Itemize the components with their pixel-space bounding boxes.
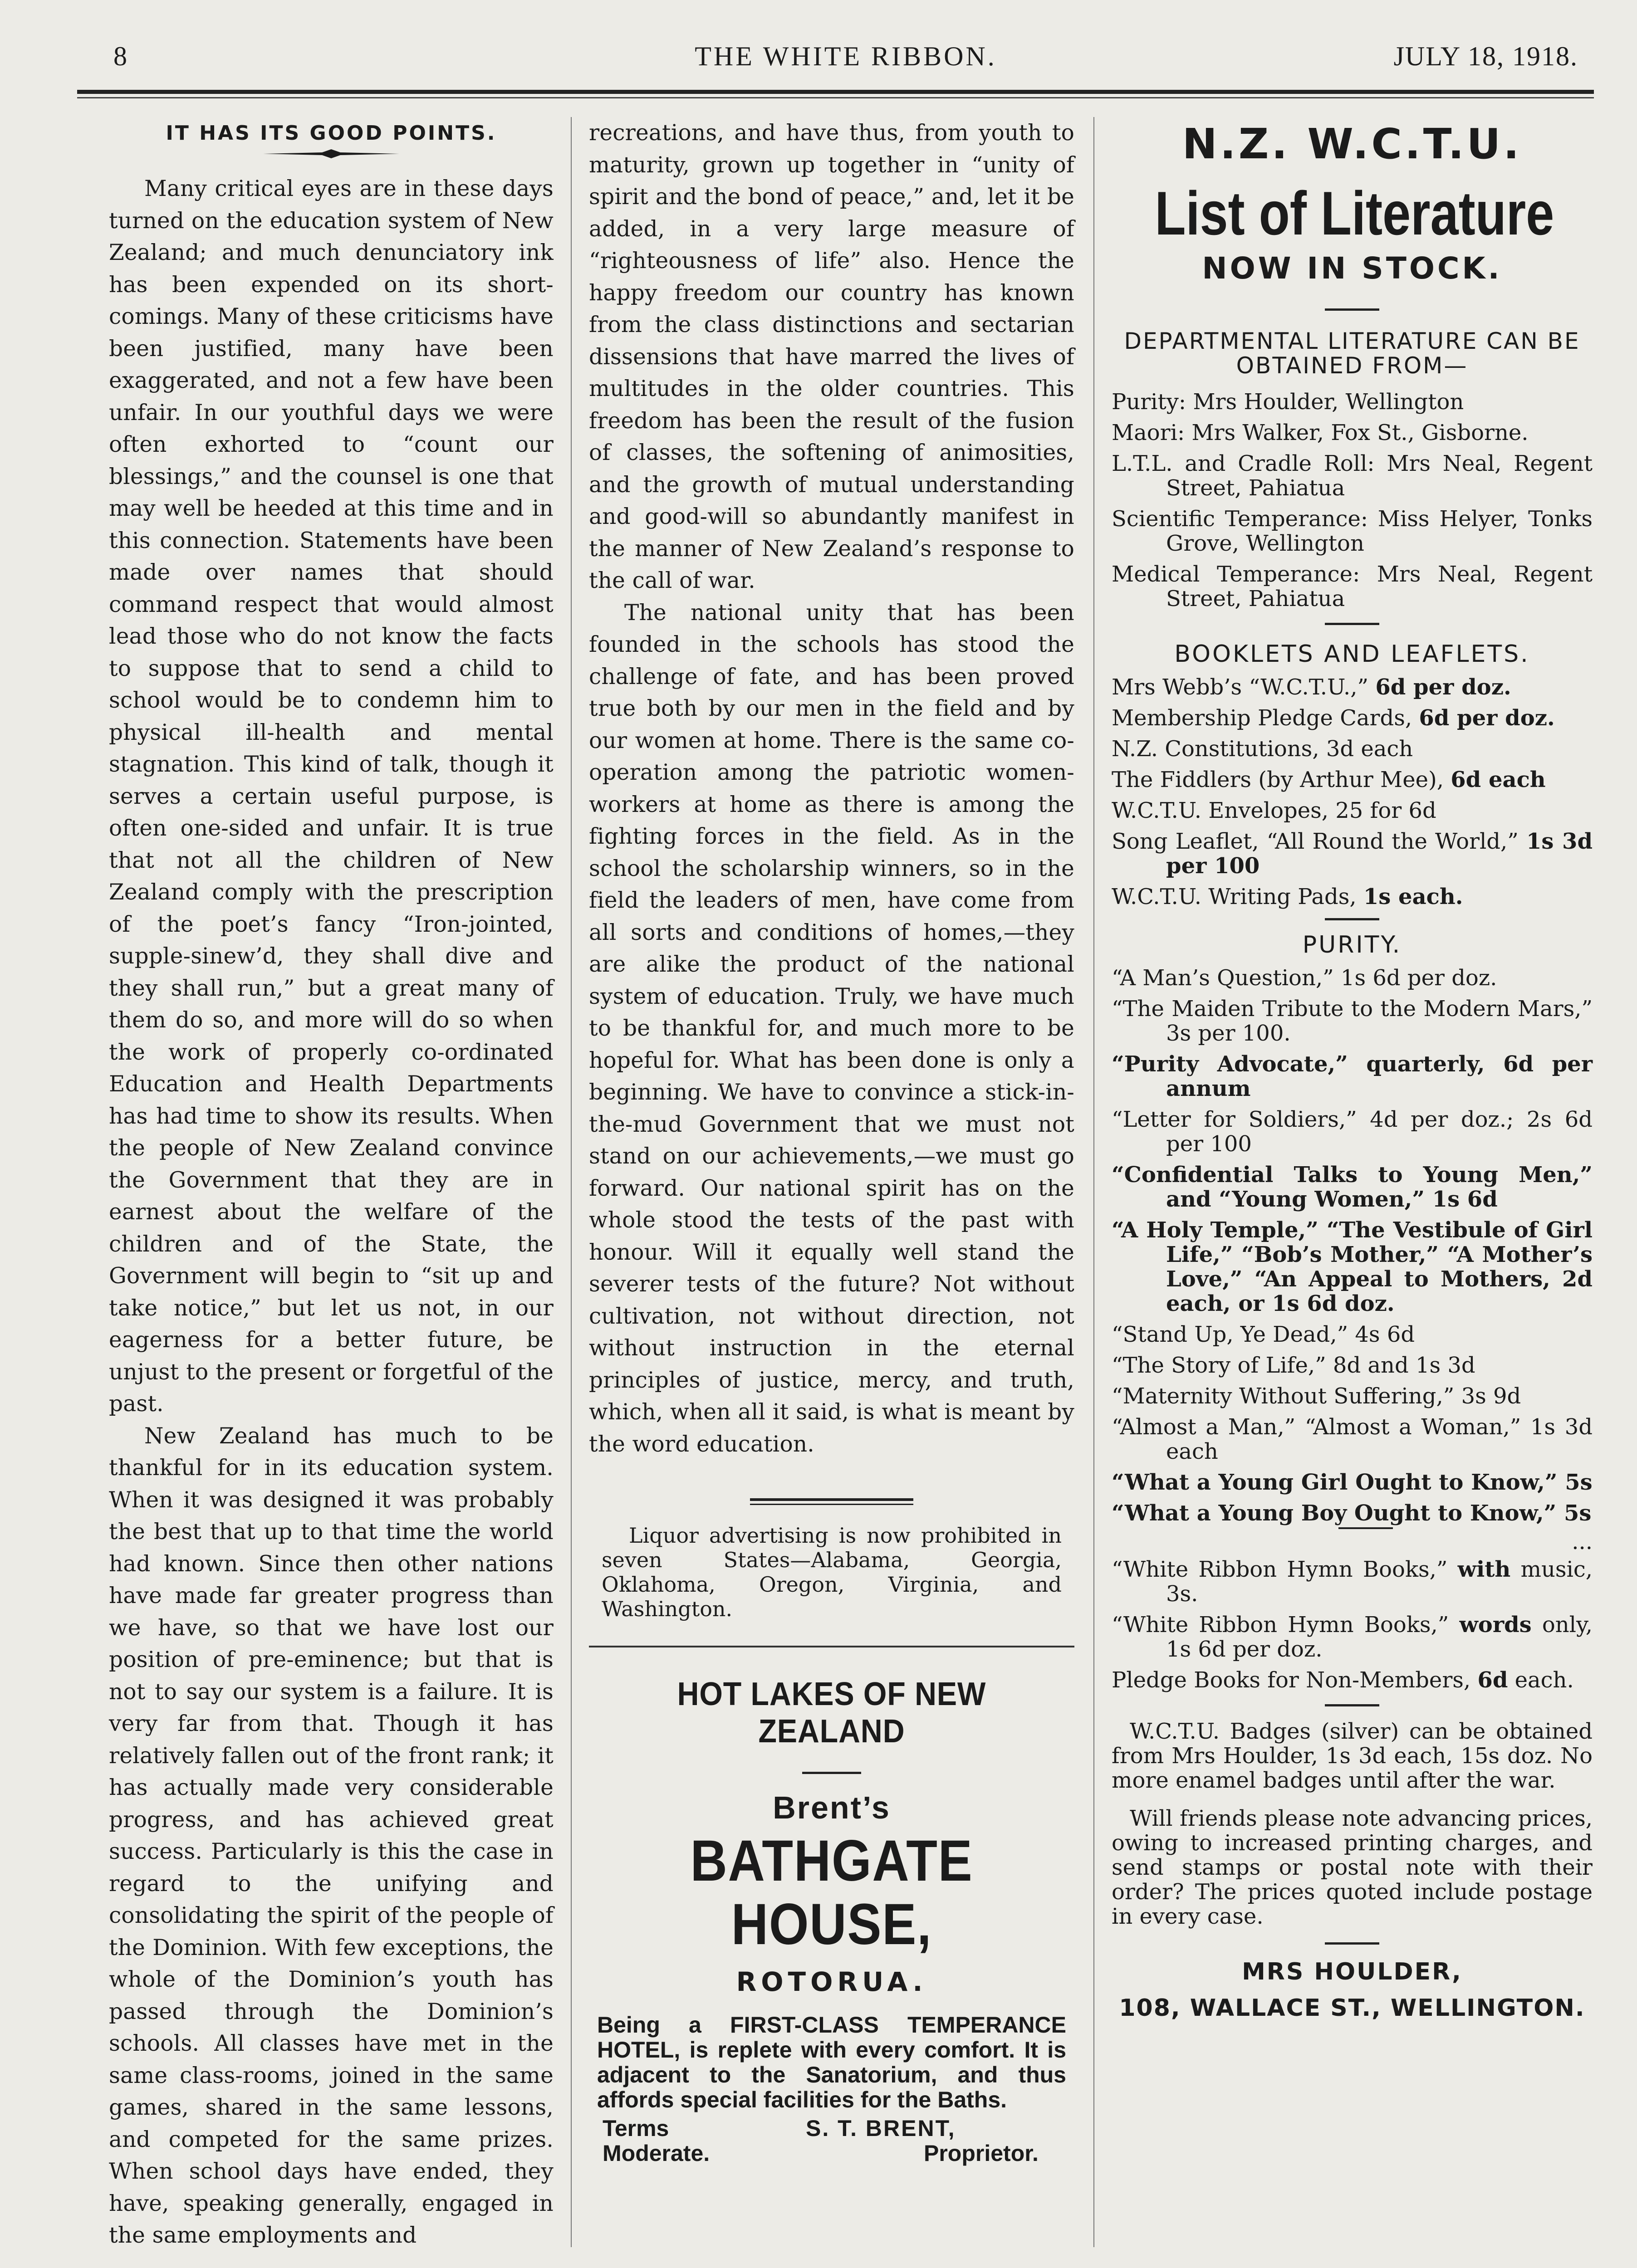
ad-location: ROTORUA.: [736, 1966, 927, 1997]
article-paragraph: recreations, and have thus, from youth to maturity, grown up together in “unity of spirit and the bond of peace,” and, let it be added, in a very large measure of “righteousness of life” also. Hence the happy freedom our country has known from the class distinctions and sectarian dissensions that have marred the lives of multitudes in the older countries. This freedom has been the result of the fusion of classes, the softening of animosities, and the growth of mutual understanding and good-will so abundantly manifest in the manner of New Zealand’s response to the call of war.: [589, 120, 1074, 593]
list-item: Mrs Webb’s “W.C.T.U.,” 6d per doz.: [1112, 675, 1511, 700]
liquor-notice: [602, 1523, 1062, 1621]
ad-description: Being a FIRST-CLASS TEMPERANCE HOTEL, is replete with every comfort. It is adjacent to the Sanatorium, and thus affords special facilities for the Baths.: [597, 2012, 1066, 2112]
list-item: “Letter for Soldiers,” 4d per doz.; 2s 6d per 100: [1112, 1107, 1593, 1157]
header-rule: [77, 90, 1594, 94]
short-rule: [1325, 308, 1379, 311]
ellipsis: ...: [1572, 1529, 1593, 1554]
article-body-part1: [109, 173, 554, 2252]
prices-note: Will friends please note advancing prices, owing to increased printing charges, and send stamps or postal note with their order? The prices quoted include postage in every case.: [1112, 1806, 1593, 1929]
list-item: Maori: Mrs Walker, Fox St., Gisborne.: [1112, 420, 1529, 445]
badges-note: W.C.T.U. Badges (silver) can be obtained from Mrs Houlder, 1s 3d each, 15s doz. No more enamel badges until after the war.: [1112, 1719, 1593, 1793]
short-rule: [1325, 623, 1379, 625]
list-item: Scientific Temperance: Miss Helyer, Tonks Grove, Wellington: [1112, 506, 1593, 556]
column-2: [589, 117, 1074, 2170]
list-item: “Stand Up, Ye Dead,” 4s 6d: [1112, 1322, 1415, 1347]
ad-brand: Brent’s: [773, 1790, 891, 1825]
column-1: [109, 117, 554, 2252]
column-divider: [571, 117, 572, 2247]
list-item: W.C.T.U. Envelopes, 25 for 6d: [1112, 798, 1436, 823]
ad-hotel-name: BATHGATE HOUSE,: [690, 1828, 973, 1957]
short-rule: [1325, 1942, 1379, 1945]
issue-date: JULY 18, 1918.: [1393, 41, 1578, 71]
header-rule-thin: [77, 97, 1594, 98]
ad-rule: [802, 1772, 861, 1774]
list-item: Medical Temperance: Mrs Neal, Regent Street, Pahiatua: [1112, 562, 1593, 611]
literature-header: [1112, 120, 1593, 286]
list-item: Membership Pledge Cards, 6d per doz.: [1112, 705, 1555, 731]
list-item: “The Story of Life,” 8d and 1s 3d: [1112, 1353, 1475, 1378]
list-item: “White Ribbon Hymn Books,” words only, 1s 6d per doz.: [1112, 1612, 1593, 1662]
literature-subtitle: NOW IN STOCK.: [1202, 251, 1502, 286]
closing-notes: [1112, 1719, 1593, 1929]
ad-region: HOT LAKES OF NEW ZEALAND: [677, 1676, 986, 1750]
list-item: “What a Young Girl Ought to Know,” 5s: [1112, 1470, 1593, 1495]
departments-list: [1112, 390, 1593, 611]
literature-title: List of Literature: [1155, 179, 1554, 248]
list-item: Purity: Mrs Houlder, Wellington: [1112, 389, 1464, 415]
article-body-part2: [589, 117, 1074, 1460]
article-paragraph: The national unity that has been founded in the schools has stood the challenge of fate, and has been proved true both by our men in the field and by our women at home. There is the same co-operation among the patriotic women-workers at home as there is among the fighting forces in the field. As in the school the scholarship winners, so in the field the leaders of men, have come from all sorts and conditions of homes,—they are alike the product of the national system of education. Truly, we have much to be thankful for, and much more to be hopeful for. What has been done is only a beginning. We have to convince a stick-in-the-mud Government that we must not stand on our achievements,—we must go forward. Our national spirit has on the whole stood the tests of the past with honour. Will it equally well stand the severer tests of the future? Not without cultivation, not without direction, not without instruction in the eternal principles of justice, mercy, and truth, which, when all it said, is what is meant by the word education.: [589, 600, 1074, 1457]
ornament-divider: [109, 148, 554, 159]
article-heading: IT HAS ITS GOOD POINTS.: [166, 122, 497, 145]
ornament-icon: [263, 148, 399, 159]
section-rule: [589, 1646, 1074, 1647]
column-3: [1112, 117, 1593, 2022]
list-item: W.C.T.U. Writing Pads, 1s each.: [1112, 884, 1463, 909]
page-number: 8: [113, 41, 128, 71]
hymn-list: [1112, 1557, 1593, 1692]
page-header: [113, 32, 1578, 86]
org-name: N.Z. W.C.T.U.: [1182, 120, 1522, 168]
list-item: Song Leaflet, “All Round the World,” 1s 3d per 100: [1112, 829, 1593, 879]
ad-signature: [597, 2116, 1066, 2170]
list-item: “White Ribbon Hymn Books,” with music, 3s.: [1112, 1557, 1593, 1607]
ad-proprietor: Proprietor.: [924, 2141, 1039, 2166]
booklets-list: [1112, 675, 1593, 909]
list-item: “The Maiden Tribute to the Modern Mars,” 3s per 100.: [1112, 996, 1593, 1046]
list-item: L.T.L. and Cradle Roll: Mrs Neal, Regent Street, Pahiatua: [1112, 451, 1593, 501]
contact-name: MRS HOULDER,: [1242, 1958, 1462, 1985]
list-item: N.Z. Constitutions, 3d each: [1112, 736, 1413, 762]
ad-owner: S. T. BRENT,: [806, 2116, 956, 2141]
list-item: Pledge Books for Non-Members, 6d each.: [1112, 1667, 1574, 1693]
double-rule: [750, 1498, 913, 1505]
short-rule: [1338, 1527, 1393, 1529]
column-divider: [1093, 117, 1094, 2247]
list-item: “What a Young Boy Ought to Know,” 5s: [1112, 1501, 1592, 1526]
list-item: “Purity Advocate,” quarterly, 6d per annum: [1112, 1051, 1593, 1101]
list-item: “Maternity Without Suffering,” 3s 9d: [1112, 1383, 1521, 1409]
list-item: The Fiddlers (by Arthur Mee), 6d each: [1112, 767, 1546, 792]
booklets-heading: BOOKLETS AND LEAFLETS.: [1174, 640, 1530, 668]
short-rule: [1325, 1704, 1379, 1706]
ad-moderate: Moderate.: [603, 2141, 710, 2166]
list-item: “A Man’s Question,” 1s 6d per doz.: [1112, 965, 1497, 991]
list-item: “Confidential Talks to Young Men,” and “Young Women,” 1s 6d: [1112, 1162, 1593, 1212]
list-item: “A Holy Temple,” “The Vestibule of Girl Life,” “Bob’s Mother,” “A Mother’s Love,” “An Appeal to Mothers, 2d each, or 1s 6d doz.: [1112, 1217, 1593, 1316]
article-paragraph: Many critical eyes are in these days turned on the education system of New Zealand; and much denunciatory ink has been expended on its short-comings. Many of these criticisms have been justified, many have been exaggerated, and not a few have been unfair. In our youthful days we were often exhorted to “count our blessings,” and the counsel is one that may well be heeded at this time and in this connection. Statements have been made over names that should command respect that would almost lead those who do not know the facts to suppose that to send a child to school would be to condemn him to physical ill-health and mental stagnation. This kind of talk, though it serves a certain useful purpose, is often one-sided and unfair. It is true that not all the children of New Zealand comply with the prescription of the poet’s fancy “Iron-jointed, supple-sinew’d, they shall dive and they shall run,” but a great many of them do so, and more will do so when the work of properly co-ordinated Education and Health Departments has had time to show its results. When the people of New Zealand convince the Government that they are in earnest about the welfare of the children and of the State, the Government will begin to “sit up and take notice,” but let us not, in our eagerness for a better future, be unjust to the present or forgetful of the past.: [109, 176, 554, 1417]
liquor-notice-text: Liquor advertising is now prohibited in seven States—Alabama, Georgia, Oklahoma, Oregon, Virginia, and Washington.: [602, 1523, 1062, 1621]
list-item: “Almost a Man,” “Almost a Woman,” 1s 3d each: [1112, 1414, 1593, 1464]
contact-address: 108, WALLACE ST., WELLINGTON.: [1119, 1994, 1585, 2022]
publication-title: THE WHITE RIBBON.: [695, 41, 997, 71]
hotel-advertisement: [589, 1676, 1074, 2170]
short-rule: [1325, 918, 1379, 920]
departments-heading: DEPARTMENTAL LITERATURE CAN BE OBTAINED FROM—: [1124, 328, 1580, 379]
article-paragraph: New Zealand has much to be thankful for in its education system. When it was designed it was probably the best that up to that time the world had known. Since then other nations have made far greater progress than we have, so that we have lost our position of pre-eminence; but that is not to say our system is a failure. It is very far from that. Though it has relatively fallen out of the front rank; it has actually made very considerable progress, and has achieved great success. Particularly is this the case in regard to the unifying and consolidating the spirit of the people of the Dominion. With few exceptions, the whole of the Dominion’s youth has passed through the Dominion’s schools. All classes have met in the same class-rooms, joined in the same games, shared in the same lessons, and competed for the same prizes. When school days have ended, they have, speaking generally, engaged in the same employments and: [109, 1423, 554, 2248]
purity-heading: PURITY.: [1302, 931, 1402, 958]
ad-terms: Terms: [603, 2116, 669, 2141]
contact-block: [1112, 1958, 1593, 2022]
purity-list: [1112, 966, 1593, 1525]
